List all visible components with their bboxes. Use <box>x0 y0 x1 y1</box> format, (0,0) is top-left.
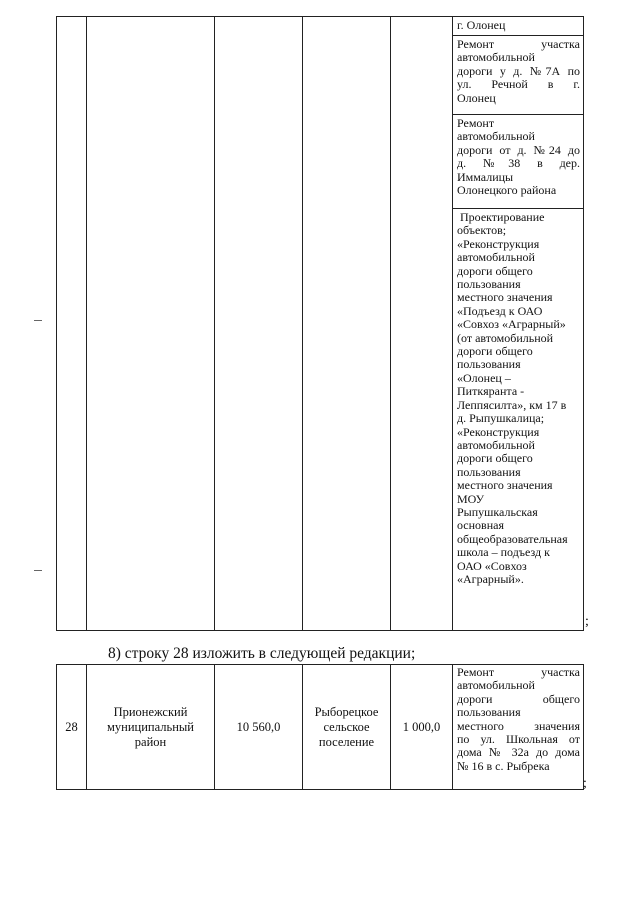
cell-district <box>87 17 215 631</box>
margin-mark <box>34 570 42 571</box>
desc-cell <box>453 209 584 631</box>
desc-cell <box>453 115 584 209</box>
district-name: Прионежский муниципальный район <box>87 665 215 790</box>
desc-line: пользования <box>457 277 521 292</box>
desc-line: местного значения <box>457 718 580 733</box>
desc-line: «Аграрный». <box>457 571 524 586</box>
desc-line: г. Олонец <box>457 18 506 32</box>
desc-line: «Олонец – <box>457 370 511 385</box>
desc-line: общеобразовательная <box>457 531 568 546</box>
cell-amount1 <box>215 17 303 631</box>
amendment-heading: 8) строку 28 изложить в следующей редакции; <box>108 645 416 662</box>
desc-line: по ул. Школьная от <box>457 732 580 747</box>
desc-line: Олонецкого района <box>457 183 557 198</box>
desc-cell <box>453 665 584 790</box>
desc-line: Иммалицы <box>457 169 514 184</box>
desc-line: № 16 в с. Рыбрека <box>457 758 550 773</box>
desc-line: автомобильной <box>457 250 535 265</box>
table-end-semicolon: ; <box>585 614 589 629</box>
desc-line: автомобильной <box>457 437 535 452</box>
desc-line: «Совхоз «Аграрный» <box>457 317 566 332</box>
cell-amount2 <box>391 17 453 631</box>
desc-line: Питкяранта - <box>457 384 525 399</box>
row-number: 28 <box>57 665 87 790</box>
continuation-table <box>56 16 584 631</box>
desc-line: дороги у д. №7А по <box>457 63 580 78</box>
desc-line: дороги общего <box>457 344 533 359</box>
desc-line: пользования <box>457 357 521 372</box>
desc-line: Рыпушкальская <box>457 504 538 519</box>
desc-line: автомобильной <box>457 50 535 65</box>
desc-line: дома № 32а до дома <box>457 745 580 760</box>
cell-num <box>57 17 87 631</box>
desc-line: местного значения <box>457 290 553 305</box>
desc-line: ОАО «Совхоз <box>457 558 527 573</box>
desc-line: «Реконструкция <box>457 236 540 251</box>
margin-mark <box>34 320 42 321</box>
desc-line: основная <box>457 518 504 533</box>
amount-total: 10 560,0 <box>215 665 303 790</box>
desc-line: Ремонт участка <box>457 37 580 51</box>
desc-line: д. Рыпушкалица; <box>457 411 545 426</box>
desc-line: автомобильной <box>457 678 535 693</box>
desc-line: школа – подъезд к <box>457 545 550 560</box>
desc-line: (от автомобильной <box>457 330 554 345</box>
cell-settlement <box>303 17 391 631</box>
desc-line: МОУ <box>457 491 485 506</box>
desc-line: пользования <box>457 464 521 479</box>
desc-line: автомобильной <box>457 129 535 144</box>
desc-line: Олонец <box>457 90 496 105</box>
desc-line: «Реконструкция <box>457 424 540 439</box>
desc-line: местного значения <box>457 478 553 493</box>
desc-line: «Подъезд к ОАО <box>457 303 543 318</box>
desc-line: Леппясилта», км 17 в <box>457 397 567 412</box>
desc-cell <box>453 17 584 36</box>
desc-line: дороги от д. №24 до <box>457 142 580 157</box>
desc-line: дороги общего <box>457 451 533 466</box>
desc-line: Проектирование <box>457 210 545 224</box>
desc-line: Ремонт участка <box>457 665 580 679</box>
desc-line: Ремонт <box>457 116 495 130</box>
desc-line: д. №38 в дер. <box>457 156 580 171</box>
desc-line: ул. Речной в г. <box>457 77 580 92</box>
desc-line: пользования <box>457 705 521 720</box>
settlement-name: Рыборецкое сельское поселение <box>303 665 391 790</box>
desc-line: объектов; <box>457 223 507 238</box>
row-28-table <box>56 664 584 790</box>
amount-settlement: 1 000,0 <box>391 665 453 790</box>
desc-line: дороги общего <box>457 691 580 706</box>
row-end-semicolon: ; <box>583 776 587 791</box>
desc-cell <box>453 36 584 115</box>
desc-line: дороги общего <box>457 263 533 278</box>
